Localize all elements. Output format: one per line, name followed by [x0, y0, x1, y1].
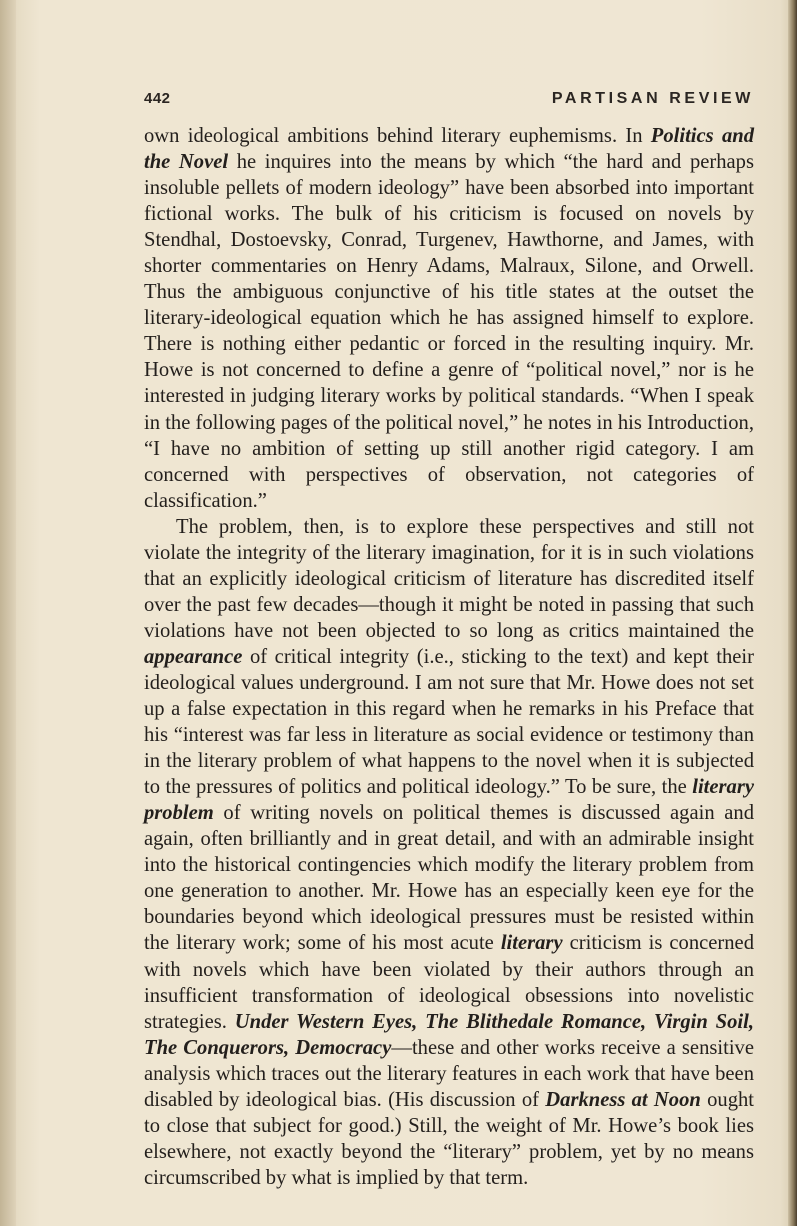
running-head: [144, 90, 754, 114]
page-gutter-shadow: [0, 0, 16, 1226]
page-edge-shadow: [788, 0, 797, 1226]
paragraph-2-text: The problem, then, is to explore these perspectives and still not violate the integrity of the literary imagination, for it is in such violations that an explicitly ideological criticism of literature has discredited itself over the past few decades—though it might be noted in passing that such violations have not been objected to so long as critics maintained the: [144, 515, 754, 642]
book-titles-list: Under Western Eyes, The Blithedale Romance, Virgin Soil, The Conquerors, Democracy: [144, 1010, 754, 1059]
paragraph-2-text: ought to close that subject for good.) Still, the weight of Mr. Howe’s book lies elsewhere, not exactly beyond the “literary” problem, yet by no means circumscribed by what is implied by that term.: [144, 1088, 755, 1189]
journal-title: PARTISAN REVIEW: [551, 90, 754, 107]
paragraph-2-text: of writing novels on political themes is discussed again and again, often brilliantly and in great detail, and with an admirable insight into the historical contingencies which modify the literary problem from one generation to another. Mr. Howe has an especially keen eye for the boundaries beyond which ideological pressures must be resisted within the literary work; some of his most acute: [144, 802, 754, 955]
emphasis-literary-problem: literary problem: [144, 776, 754, 825]
book-title-politics-and-the-novel: Politics and the Novel: [144, 125, 754, 174]
paragraph-2-text: criticism is concerned with novels which have been violated by their authors through an insufficient transformation of ideological obsessions into novelistic strategies.: [144, 932, 754, 1033]
article-body: [144, 123, 754, 1191]
page-number: 442: [144, 90, 171, 107]
emphasis-literary: literary: [500, 932, 563, 955]
paragraph-2-text: of critical integrity (i.e., sticking to the text) and kept their ideological values underground. I am not sure that Mr. Howe does not set up a false expectation in this regard when he remarks in his Preface that his “interest was far less in literature as social evidence or testimony than in the literary problem of what happens to the novel when it is subjected to the pressures of politics and political ideology.” To be sure, the: [144, 645, 754, 799]
paragraph-1: [144, 123, 754, 514]
paragraph-1-text: he inquires into the means by which “the hard and perhaps insoluble pellets of modern ideology” have been absorbed into important fictional works. The bulk of his criticism is focused on novels by Stendhal, Dostoevsky, Conrad, Turgenev, Hawthorne, and James, with shorter commentaries on Henry Adams, Malraux, Silone, and Orwell. Thus the ambiguous conjunctive of his title states at the outset the literary-ideological equation which he has assigned himself to explore. There is nothing either pedantic or forced in the resulting inquiry. Mr. Howe is not concerned to define a genre of “political novel,” nor is he interested in judging literary works by political standards. “When I speak in the following pages of the political novel,” he notes in his Introduction, “I have no ambition of setting up still another rigid category. I am concerned with perspectives of observation, not categories of classification.”: [144, 151, 754, 512]
paragraph-2-text: —these and other works receive a sensitive analysis which traces out the literary features in each work that have been disabled by ideological bias. (His discussion of: [144, 1036, 754, 1111]
paragraph-2: [144, 514, 754, 1191]
book-title-darkness-at-noon: Darkness at Noon: [545, 1088, 701, 1111]
emphasis-appearance: appearance: [144, 645, 243, 668]
paragraph-1-text: own ideological ambitions behind literary euphemisms. In: [144, 125, 651, 147]
